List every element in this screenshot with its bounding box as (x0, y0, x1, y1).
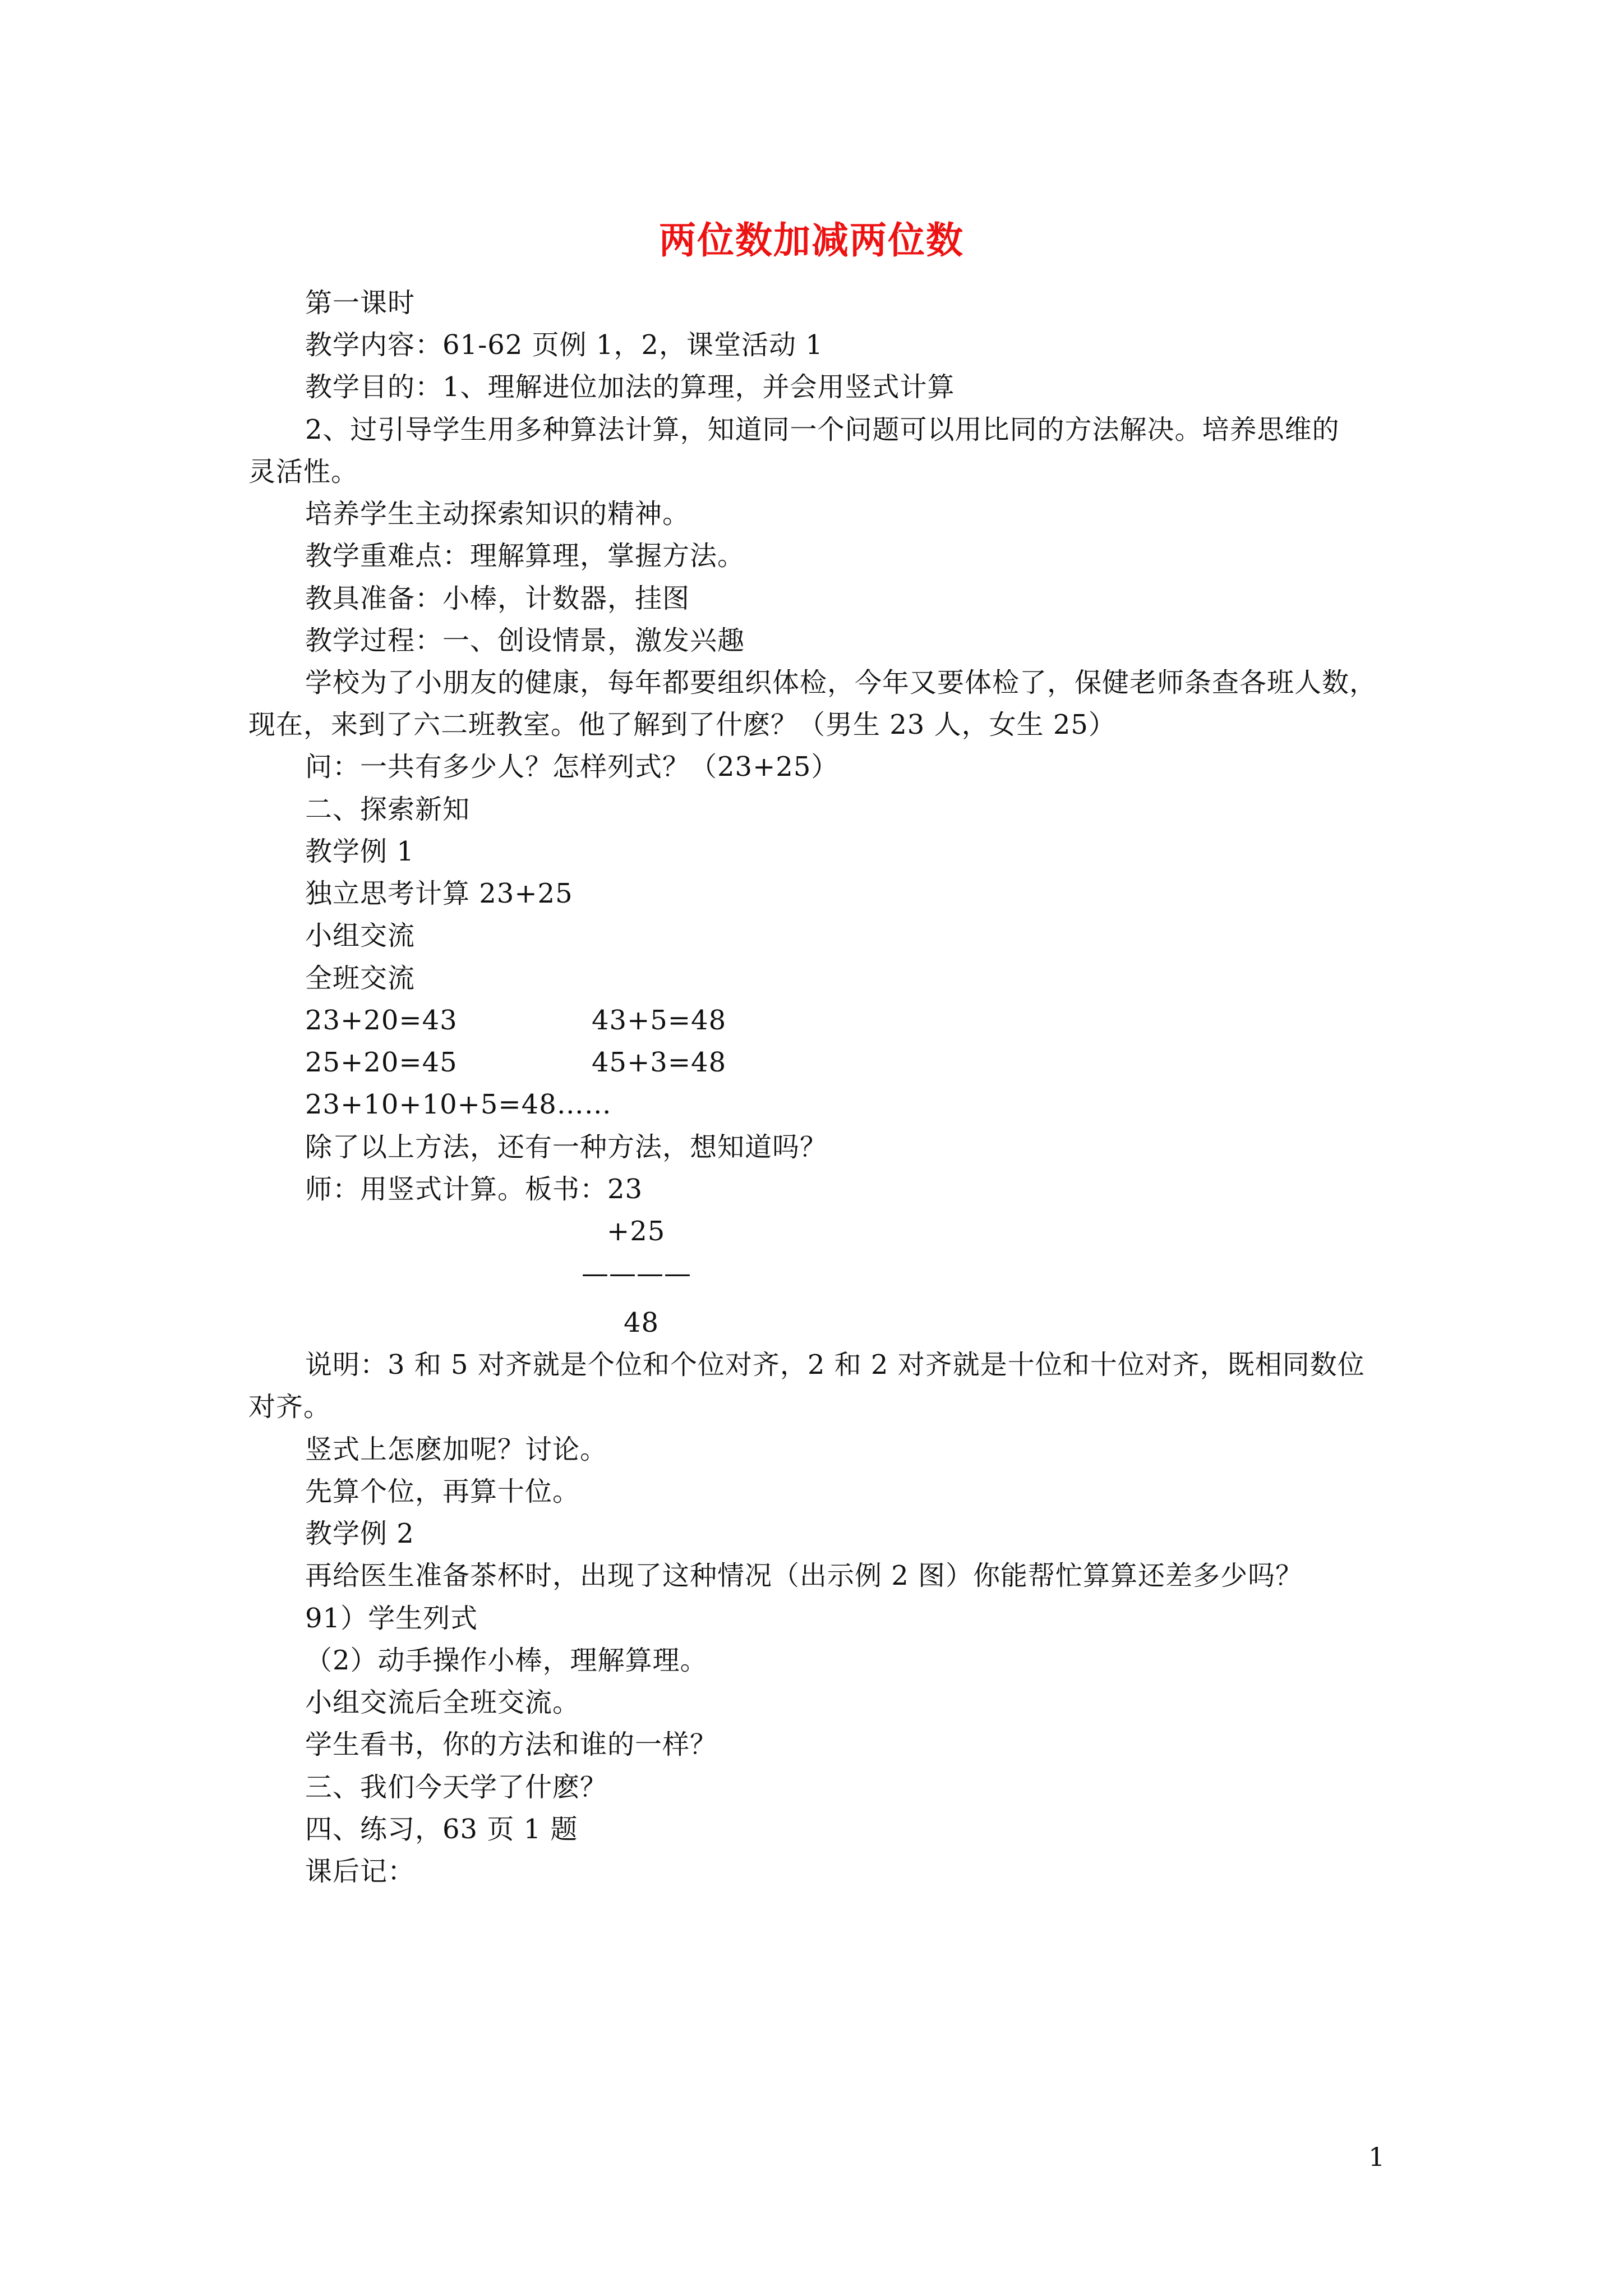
group-discussion: 小组交流 (305, 920, 416, 951)
class-discussion: 全班交流 (305, 963, 416, 994)
lesson-period: 第一课时 (305, 287, 416, 319)
example-2-problem: 再给医生准备茶杯时，出现了这种情况（出示例 2 图）你能帮忙算算还差多少吗？ (305, 1560, 1303, 1591)
key-difficulty: 教学重难点：理解算理，掌握方法。 (305, 540, 745, 572)
teaching-goal-3: 培养学生主动探索知识的精神。 (305, 498, 690, 530)
method-2a: 25+20=45 (305, 1047, 458, 1078)
scenario-paragraph: 学校为了小朋友的健康，每年都要组织体检，今年又要体检了，保健老师条查各班人数， (305, 667, 1377, 698)
section-practice: 四、练习，63 页 1 题 (305, 1814, 578, 1845)
scenario-paragraph-cont: 现在，来到了六二班教室。他了解到了什麽？（男生 23 人，女生 25） (248, 709, 1116, 740)
example-2-heading: 教学例 2 (305, 1518, 414, 1549)
teaching-goal-2: 2、过引导学生用多种算法计算，知道同一个问题可以用比同的方法解决。培养思维的 (305, 414, 1340, 445)
explanation-cont: 对齐。 (248, 1391, 331, 1423)
explanation: 说明：3 和 5 对齐就是个位和个位对齐，2 和 2 对齐就是十位和十位对齐，既相同数位 (305, 1349, 1365, 1381)
group-then-class: 小组交流后全班交流。 (305, 1687, 580, 1718)
teaching-goal: 教学目的：1、理解进位加法的算理，并会用竖式计算 (305, 371, 955, 403)
section-summary: 三、我们今天学了什麽？ (305, 1772, 608, 1803)
after-class-notes: 课后记： (305, 1856, 416, 1887)
teaching-goal-2-cont: 灵活性。 (248, 456, 359, 487)
section-explore: 二、探索新知 (305, 794, 471, 825)
question-line: 问：一共有多少人？怎样列式？（23+25） (305, 751, 839, 783)
teaching-aids: 教具准备：小棒，计数器，挂图 (305, 583, 690, 614)
teaching-process: 教学过程：一、创设情景，激发兴趣 (305, 625, 745, 656)
read-book: 学生看书，你的方法和谁的一样？ (305, 1729, 718, 1760)
method-1a: 23+20=43 (305, 1005, 458, 1036)
step-1: 91）学生列式 (305, 1603, 478, 1634)
vertical-calc-intro: 师：用竖式计算。板书：23 (305, 1174, 643, 1205)
how-to-add: 竖式上怎麽加呢？讨论。 (305, 1434, 608, 1465)
vertical-result: 48 (624, 1307, 660, 1338)
vertical-addend: +25 (607, 1216, 666, 1247)
vertical-rule: ———— (582, 1258, 691, 1289)
page-number: 1 (1368, 2142, 1385, 2172)
method-1b: 43+5=48 (592, 1005, 727, 1036)
teaching-content: 教学内容：61-62 页例 1，2，课堂活动 1 (305, 329, 823, 361)
other-method-question: 除了以上方法，还有一种方法，想知道吗？ (305, 1131, 828, 1163)
method-3: 23+10+10+5=48…… (305, 1089, 612, 1120)
independent-thinking: 独立思考计算 23+25 (305, 878, 573, 909)
method-2b: 45+3=48 (592, 1047, 727, 1078)
ones-then-tens: 先算个位，再算十位。 (305, 1476, 580, 1507)
document-title: 两位数加减两位数 (659, 218, 964, 262)
example-1-heading: 教学例 1 (305, 836, 414, 867)
step-2: （2）动手操作小棒，理解算理。 (305, 1645, 708, 1676)
